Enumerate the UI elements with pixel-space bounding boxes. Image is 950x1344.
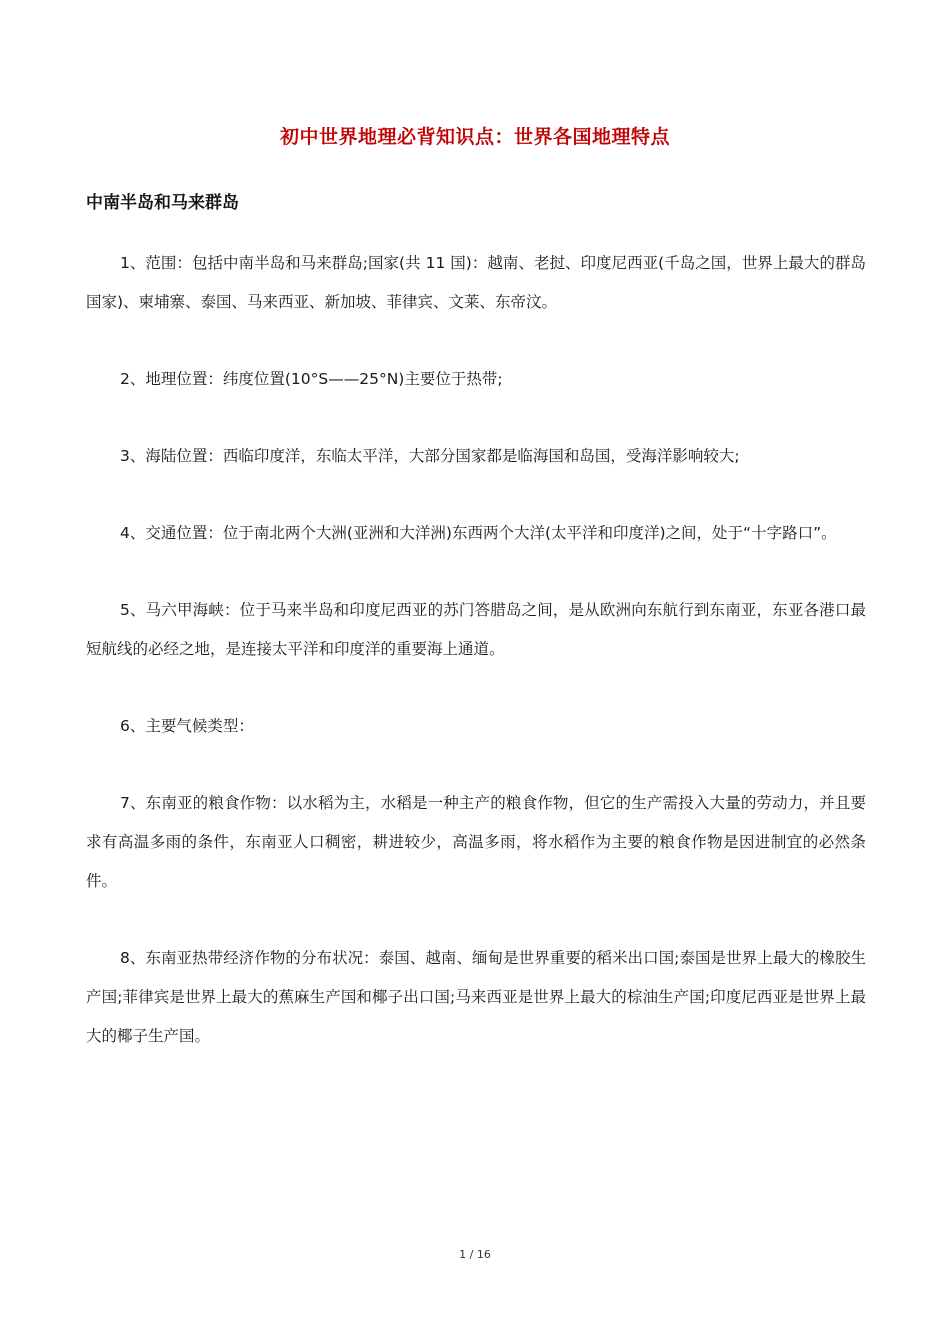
page-number: 1 / 16 — [459, 1248, 491, 1261]
section-heading: 中南半岛和马来群岛 — [86, 193, 239, 213]
paragraph-cash-crops: 8、东南亚热带经济作物的分布状况：泰国、越南、缅甸是世界重要的稻米出口国;泰国是世界上最大的橡胶生产国;菲律宾是世界上最大的蕉麻生产国和椰子出口国;马来西亚是世界上最大的棕油生产国;印度尼西亚是世界上最大的椰子生产国。 — [86, 949, 866, 1045]
document-title: 初中世界地理必背知识点：世界各国地理特点 — [279, 126, 670, 148]
document-body — [86, 244, 866, 1094]
paragraph-malacca-strait: 5、马六甲海峡：位于马来半岛和印度尼西亚的苏门答腊岛之间，是从欧洲向东航行到东南亚，东亚各港口最短航线的必经之地，是连接太平洋和印度洋的重要海上通道。 — [86, 601, 866, 658]
paragraph-climate-types: 6、主要气候类型： — [120, 717, 254, 735]
paragraph-geographic-location: 2、地理位置：纬度位置(10°S——25°N)主要位于热带; — [120, 370, 503, 388]
paragraph-scope: 1、范围：包括中南半岛和马来群岛;国家(共 11 国)：越南、老挝、印度尼西亚(千岛之国，世界上最大的群岛国家)、柬埔寨、泰国、马来西亚、新加坡、菲律宾、文莱、东帝汶。 — [86, 254, 866, 311]
paragraph-food-crops: 7、东南亚的粮食作物：以水稻为主，水稻是一种主产的粮食作物，但它的生产需投入大量的劳动力，并且要求有高温多雨的条件，东南亚人口稠密，耕进较少，高温多雨，将水稻作为主要的粮食作物是因进制宜的必然条件。 — [86, 794, 866, 890]
paragraph-transport-location: 4、交通位置：位于南北两个大洲(亚洲和大洋洲)东西两个大洋(太平洋和印度洋)之间，处于“十字路口”。 — [120, 524, 837, 542]
paragraph-sea-land-location: 3、海陆位置：西临印度洋，东临太平洋，大部分国家都是临海国和岛国，受海洋影响较大; — [120, 447, 740, 465]
